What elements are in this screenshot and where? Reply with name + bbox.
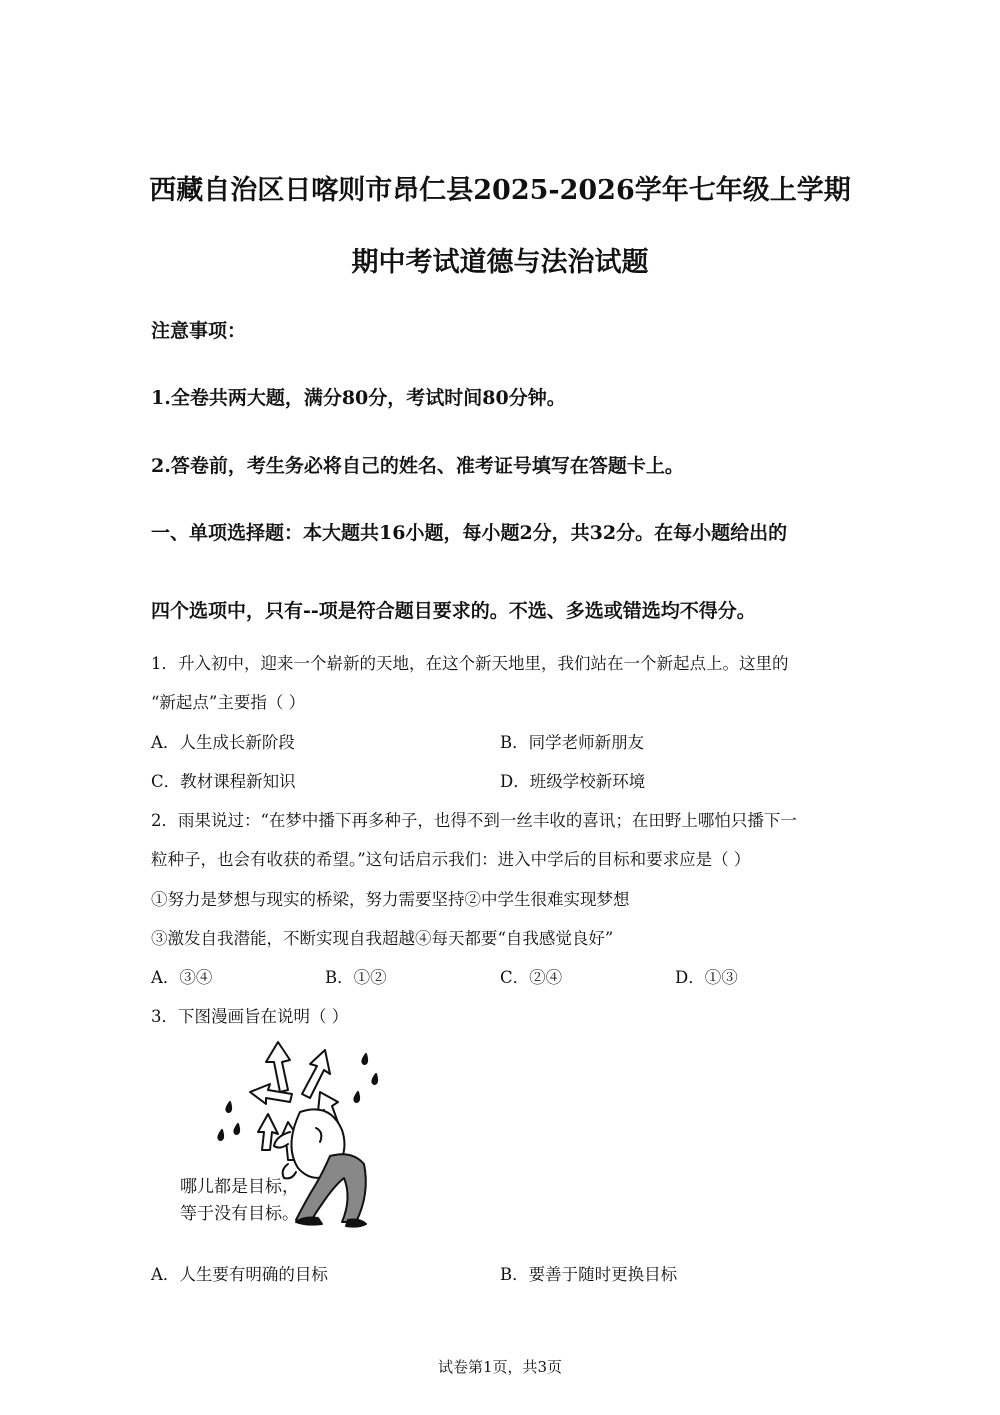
- q2-option-c: C．②④: [500, 968, 563, 987]
- q1-option-b: B．同学老师新朋友: [500, 733, 645, 752]
- q3-option-a: A．人生要有明确的目标: [151, 1265, 328, 1284]
- page-footer: 试卷第1页，共3页: [437, 1358, 563, 1376]
- q2-stem-line2: 粒种子，也会有收获的希望。”这句话启示我们：进入中学后的目标和要求应是（ ）: [151, 850, 751, 869]
- q1-stem-line1: 1．升入初中，迎来一个崭新的天地，在这个新天地里，我们站在一个新起点上。这里的: [151, 654, 789, 673]
- q2-statement-2: ③激发自我潜能，不断实现自我超越④每天都要“自我感觉良好”: [151, 929, 614, 948]
- q1-option-a: A．人生成长新阶段: [151, 733, 295, 752]
- q2-stem-line1: 2．雨果说过：“在梦中播下再多种子，也得不到一丝丰收的喜讯；在田野上哪怕只播下一: [151, 811, 797, 830]
- q2-option-a: A．③④: [151, 968, 213, 987]
- q2-option-b: B．①②: [325, 968, 387, 987]
- q2-option-d: D．①③: [675, 968, 738, 987]
- exam-title-line1: 西藏自治区日喀则市昂仁县2025-2026学年七年级上学期: [149, 175, 851, 206]
- exam-title-line2: 期中考试道德与法治试题: [351, 247, 649, 278]
- cartoon-caption-line2: 等于没有目标。: [180, 1204, 299, 1224]
- cartoon-caption: [180, 1174, 299, 1228]
- section-heading-line1: 一、单项选择题：本大题共16小题，每小题2分，共32分。在每小题给出的: [151, 522, 788, 544]
- cartoon-caption-line1: 哪儿都是目标，: [180, 1177, 299, 1197]
- notice-item-2: 2.答卷前，考生务必将自己的姓名、准考证号填写在答题卡上。: [151, 455, 684, 477]
- notice-item-1: 1.全卷共两大题，满分80分，考试时间80分钟。: [151, 387, 566, 409]
- q1-stem-line2: “新起点”主要指（ ）: [151, 693, 306, 712]
- notice-heading: 注意事项：: [151, 320, 247, 342]
- q2-statement-1: ①努力是梦想与现实的桥梁，努力需要坚持②中学生很难实现梦想: [151, 890, 630, 909]
- q3-option-b: B．要善于随时更换目标: [500, 1265, 678, 1284]
- q3-stem: 3．下图漫画旨在说明（ ）: [151, 1007, 349, 1026]
- q1-option-c: C．教材课程新知识: [151, 772, 296, 791]
- q3-cartoon: [170, 1032, 420, 1232]
- section-heading-line2: 四个选项中，只有--项是符合题目要求的。不选、多选或错选均不得分。: [151, 600, 756, 622]
- q1-option-d: D．班级学校新环境: [500, 772, 646, 791]
